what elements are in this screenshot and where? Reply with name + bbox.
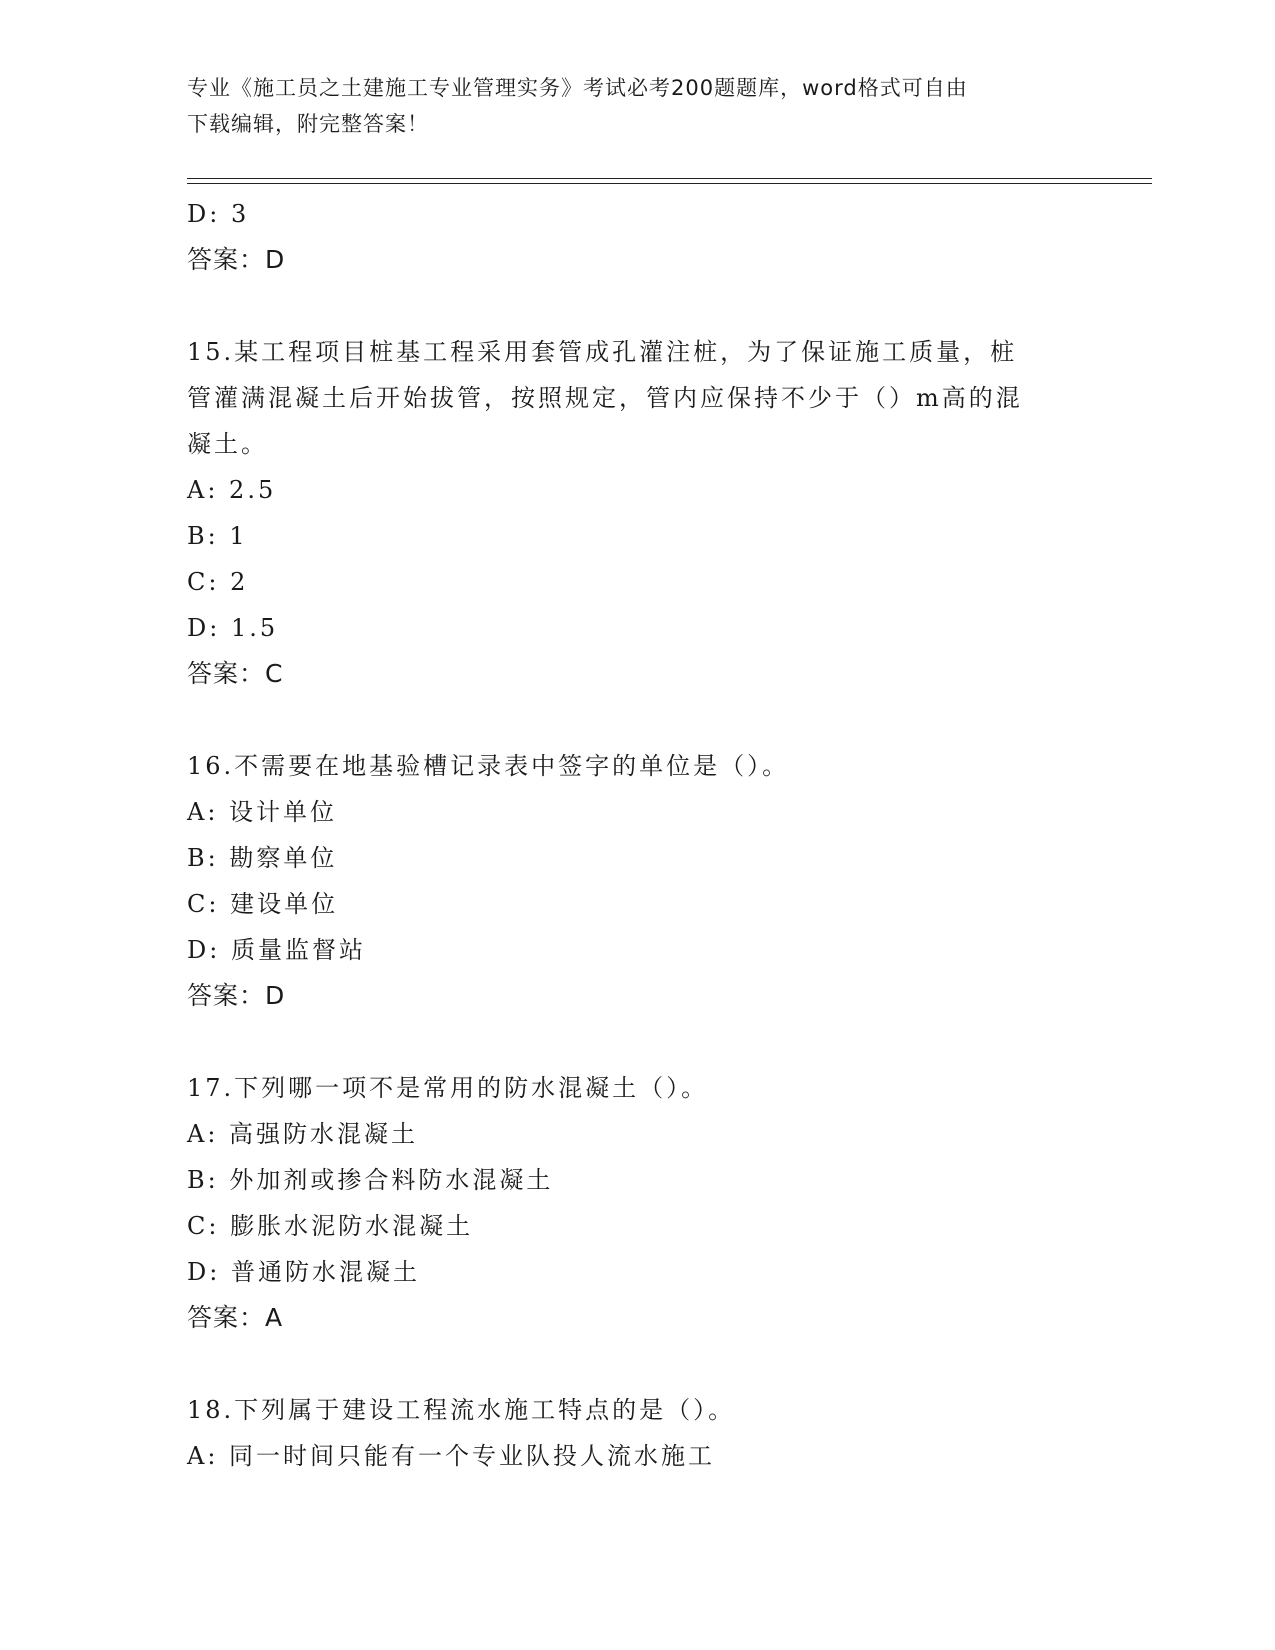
question-16 bbox=[187, 743, 1087, 1019]
header-line-1: 专业《施工员之土建施工专业管理实务》考试必考200题题库，word格式可自由 bbox=[187, 76, 968, 100]
question-text-line: 15.某工程项目桩基工程采用套管成孔灌注桩，为了保证施工质量，桩 bbox=[187, 338, 1018, 366]
question-18 bbox=[187, 1387, 1087, 1479]
option-c: C: 膨胀水泥防水混凝土 bbox=[187, 1212, 474, 1240]
question-text: 18.下列属于建设工程流水施工特点的是（）。 bbox=[187, 1396, 736, 1424]
option-a: A: 设计单位 bbox=[187, 798, 338, 826]
option-d: D: 质量监督站 bbox=[187, 936, 366, 964]
option-d: D: 普通防水混凝土 bbox=[187, 1258, 420, 1286]
document-header bbox=[187, 70, 1077, 142]
question-list bbox=[187, 191, 1087, 1479]
answer: 答案：D bbox=[187, 245, 286, 274]
option-a: A: 2.5 bbox=[187, 476, 277, 504]
question-text: 17.下列哪一项不是常用的防水混凝土（）。 bbox=[187, 1074, 709, 1102]
question-15 bbox=[187, 329, 1087, 697]
answer: 答案：A bbox=[187, 1303, 284, 1332]
option-b: B: 外加剂或掺合料防水混凝土 bbox=[187, 1166, 554, 1194]
option-c: C: 2 bbox=[187, 568, 249, 596]
header-divider bbox=[187, 178, 1152, 179]
option-b: B: 1 bbox=[187, 522, 248, 550]
question-17 bbox=[187, 1065, 1087, 1341]
option-d: D: 3 bbox=[187, 200, 250, 228]
answer: 答案：D bbox=[187, 981, 286, 1010]
option-a: A: 同一时间只能有一个专业队投人流水施工 bbox=[187, 1442, 716, 1470]
option-c: C: 建设单位 bbox=[187, 890, 339, 918]
question-text-line: 凝土。 bbox=[187, 430, 268, 458]
header-divider bbox=[187, 183, 1152, 184]
question-text-line: 管灌满混凝土后开始拔管，按照规定，管内应保持不少于（）m高的混 bbox=[187, 384, 1023, 412]
option-b: B: 勘察单位 bbox=[187, 844, 338, 872]
header-line-2: 下载编辑，附完整答案！ bbox=[187, 112, 429, 136]
option-a: A: 高强防水混凝土 bbox=[187, 1120, 419, 1148]
option-d: D: 1.5 bbox=[187, 614, 279, 642]
answer: 答案：C bbox=[187, 659, 284, 688]
question-text: 16.不需要在地基验槽记录表中签字的单位是（）。 bbox=[187, 752, 790, 780]
